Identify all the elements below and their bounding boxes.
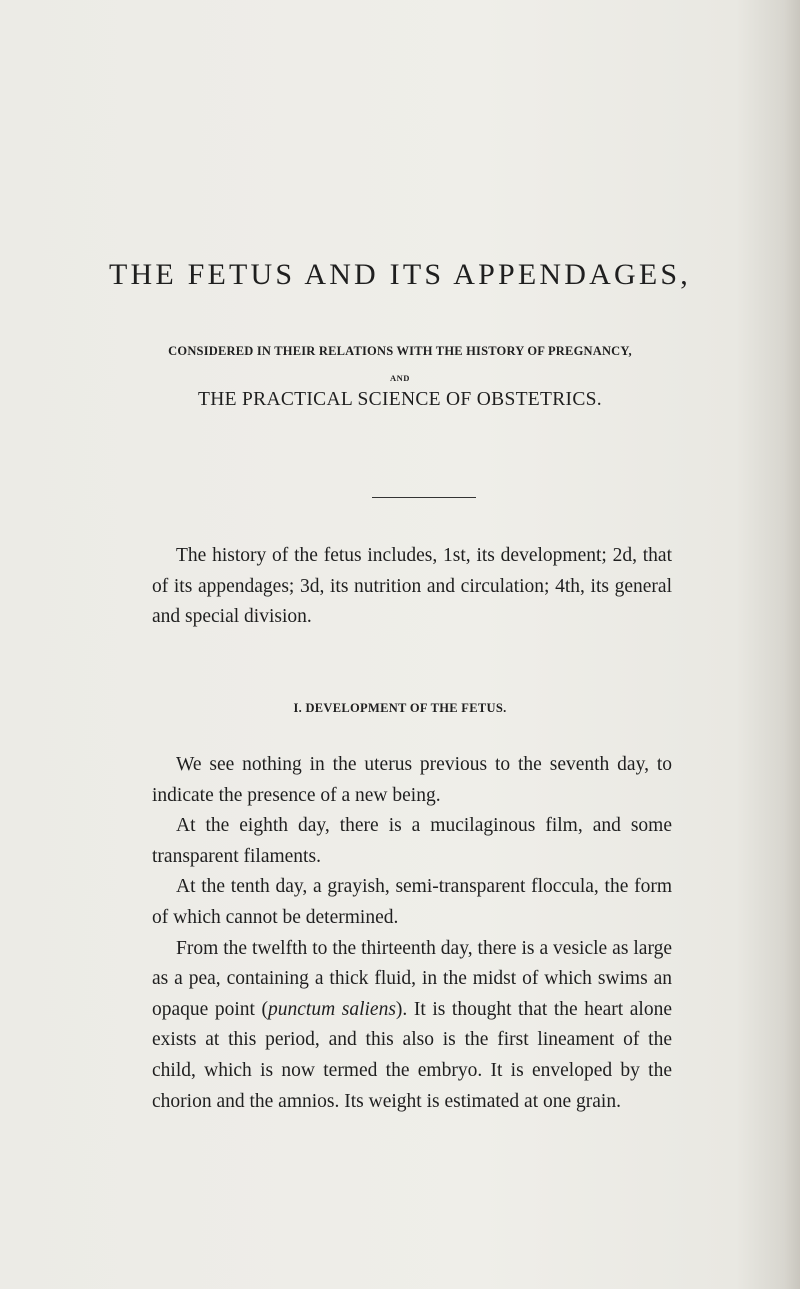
paragraph-1: We see nothing in the uterus previous to the seventh day, to indicate the presence of a new being.	[152, 754, 672, 806]
subtitle-secondary: THE PRACTICAL SCIENCE OF OBSTETRICS.	[198, 389, 602, 410]
section-heading: I. DEVELOPMENT OF THE FETUS.	[293, 701, 507, 715]
conjunction: AND	[390, 373, 410, 383]
page-title: THE FETUS AND ITS APPENDAGES,	[108, 258, 691, 291]
intro-paragraph: The history of the fetus includes, 1st, its development; 2d, that of its appendages; 3d, its nutrition and circulation; 4th, its general and special division.	[152, 545, 672, 628]
subtitle: CONSIDERED IN THEIR RELATIONS WITH THE HISTORY OF PREGNANCY,	[168, 344, 632, 358]
paragraph-4-start: From the twelfth to the thirteenth day, there is a vesicle as large as a pea, containing a thick fluid, in the midst of which swims an opaque point (	[152, 937, 672, 1020]
paragraph-4	[152, 934, 672, 1118]
paragraph-3: At the tenth day, a grayish, semi-transparent floccula, the form of which cannot be determined.	[152, 876, 672, 928]
latin-term: punctum saliens	[268, 998, 396, 1020]
paragraph-2: At the eighth day, there is a mucilaginous film, and some transparent filaments.	[152, 815, 672, 867]
section-body	[152, 750, 672, 1117]
divider-rule	[372, 497, 476, 498]
paragraph-4-end: ). It is thought that the heart alone exists at this period, and this also is the first lineament of the child, which is now termed the embryo. It is enveloped by the chorion and the amnios. Its weight is estimated at one grain.	[152, 998, 673, 1112]
